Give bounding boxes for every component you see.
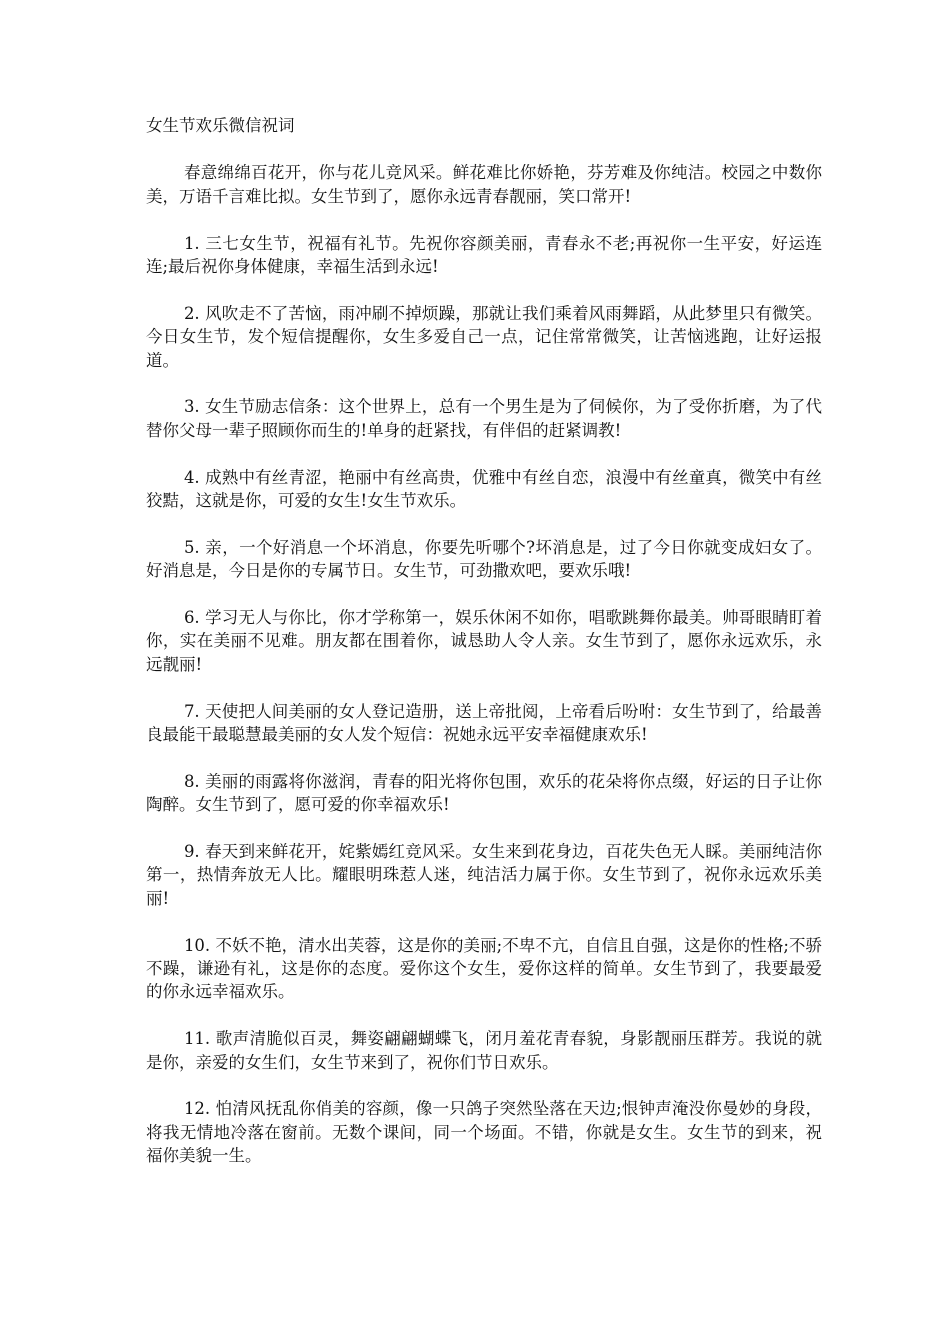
list-item: 7. 天使把人间美丽的女人登记造册，送上帝批阅，上帝看后吩咐：女生节到了，给最善良最能干最聪慧最美丽的女人发个短信：祝她永远平安幸福健康欢乐! xyxy=(146,701,822,745)
list-item: 2. 风吹走不了苦恼，雨冲刷不掉烦躁，那就让我们乘着风雨舞蹈，从此梦里只有微笑。今日女生节，发个短信提醒你，女生多爱自己一点，记住常常微笑，让苦恼逃跑，让好运报道。 xyxy=(146,303,822,370)
list-item: 5. 亲，一个好消息一个坏消息，你要先听哪个?坏消息是，过了今日你就变成妇女了。好消息是，今日是你的专属节日。女生节，可劲撒欢吧，要欢乐哦! xyxy=(146,537,822,581)
list-item: 9. 春天到来鲜花开，姹紫嫣红竞风采。女生来到花身边，百花失色无人睬。美丽纯洁你第一，热情奔放无人比。耀眼明珠惹人迷，纯洁活力属于你。女生节到了，祝你永远欢乐美丽! xyxy=(146,842,822,908)
document-title: 女生节欢乐微信祝词 xyxy=(146,116,295,135)
list-item: 11. 歌声清脆似百灵，舞姿翩翩蝴蝶飞，闭月羞花青春貌，身影靓丽压群芳。我说的就是你，亲爱的女生们，女生节来到了，祝你们节日欢乐。 xyxy=(146,1029,822,1072)
list-item: 8. 美丽的雨露将你滋润，青春的阳光将你包围，欢乐的花朵将你点缀，好运的日子让你陶醉。女生节到了，愿可爱的你幸福欢乐! xyxy=(146,771,822,815)
list-item: 1. 三七女生节，祝福有礼节。先祝你容颜美丽，青春永不老;再祝你一生平安，好运连连;最后祝你身体健康，幸福生活到永远! xyxy=(146,233,822,277)
list-item: 10. 不妖不艳，清水出芙蓉，这是你的美丽;不卑不亢，自信且自强，这是你的性格;不骄不躁，谦逊有礼，这是你的态度。爱你这个女生，爱你这样的简单。女生节到了，我要最爱的你永远幸福欢乐。 xyxy=(146,935,822,1002)
list-item: 3. 女生节励志信条：这个世界上，总有一个男生是为了伺候你，为了受你折磨，为了代替你父母一辈子照顾你而生的!单身的赶紧找，有伴侣的赶紧调教! xyxy=(146,397,822,440)
list-item: 12. 怕清风抚乱你俏美的容颜，像一只鸽子突然坠落在天边;恨钟声淹没你曼妙的身段，将我无情地冷落在窗前。无数个课间，同一个场面。不错，你就是女生。女生节的到来，祝福你美貌一生。 xyxy=(146,1099,822,1166)
document-body xyxy=(146,114,822,1191)
list-item: 4. 成熟中有丝青涩，艳丽中有丝高贵，优雅中有丝自恋，浪漫中有丝童真，微笑中有丝狡黠，这就是你，可爱的女生!女生节欢乐。 xyxy=(146,467,822,511)
intro-paragraph: 春意绵绵百花开，你与花儿竞风采。鲜花难比你娇艳，芬芳难及你纯洁。校园之中数你美，万语千言难比拟。女生节到了，愿你永远青春靓丽，笑口常开! xyxy=(146,163,822,206)
list-item: 6. 学习无人与你比，你才学称第一，娱乐休闲不如你，唱歌跳舞你最美。帅哥眼睛盯着你，实在美丽不见难。朋友都在围着你，诚恳助人令人亲。女生节到了，愿你永远欢乐，永远靓丽! xyxy=(146,608,822,674)
